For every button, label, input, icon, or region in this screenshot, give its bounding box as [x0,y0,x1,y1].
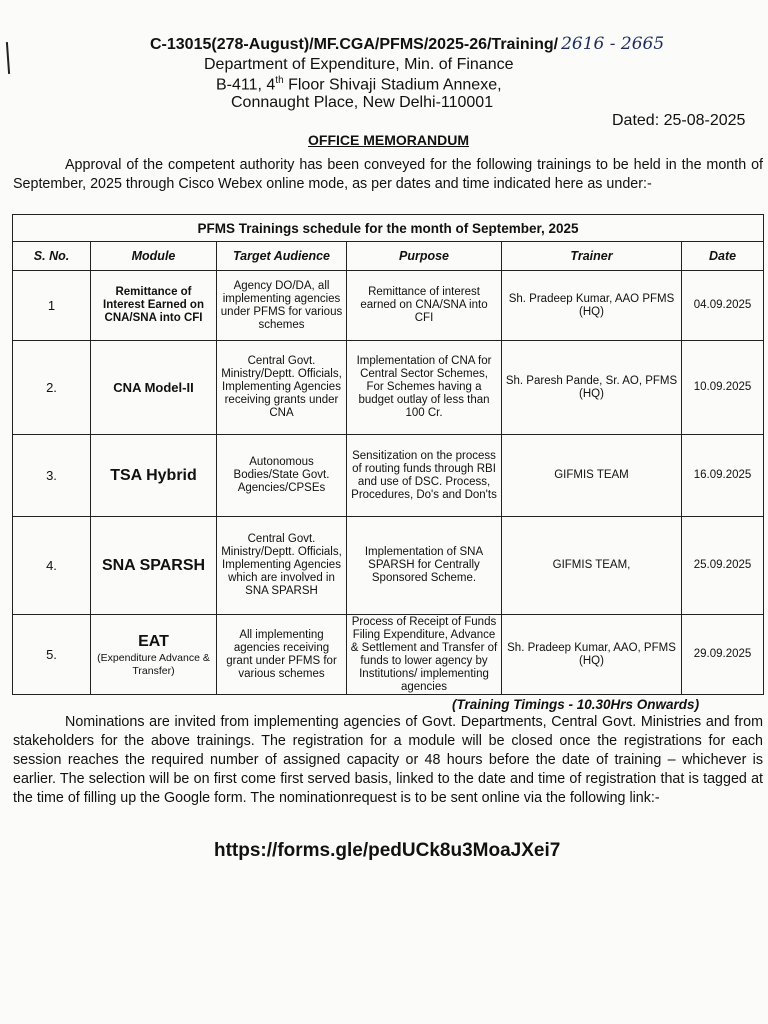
row-date: 10.09.2025 [682,341,764,435]
row-module [91,615,217,695]
row-purpose: Sensitization on the process of routing funds through RBI and use of DSC. Process, Procedures, Do's and Don'ts [347,435,502,517]
row-date: 16.09.2025 [682,435,764,517]
registration-form-link[interactable]: https://forms.gle/pedUCk8u3MoaJXei7 [214,840,561,861]
row-audience: All implementing agencies receiving grant under PFMS for various schemes [217,615,347,695]
address-building: Floor Shivaji Stadium Annexe, [283,76,502,94]
header-sno: S. No. [13,242,91,271]
table-row [13,341,764,435]
row-trainer: Sh. Pradeep Kumar, AAO PFMS (HQ) [502,271,682,341]
department-name: Department of Expenditure, Min. of Finance [204,56,514,73]
file-reference [150,34,664,54]
header-trainer: Trainer [502,242,682,271]
header-date: Date [682,242,764,271]
row-module-title: EAT [138,632,169,650]
row-audience: Central Govt. Ministry/Deptt. Officials, Implementing Agencies which are involved in SNA SPARSH [217,517,347,615]
row-audience: Agency DO/DA, all implementing agencies under PFMS for various schemes [217,271,347,341]
row-module: SNA SPARSH [91,517,217,615]
address-floor: B-411, 4 [216,76,276,94]
training-timing-note: (Training Timings - 10.30Hrs Onwards) [452,697,700,712]
handwritten-dispatch-number: 2616 - 2665 [561,34,665,54]
row-trainer: GIFMIS TEAM, [502,517,682,615]
training-schedule-table [12,214,764,695]
nominations-text: Nominations are invited from implementing agencies of Govt. Departments, Central Govt. Ministries and from stakeholders for the above trainings. The registration for a module will be closed once the registrations for each session reaches the required number of assigned capacity or 48 hours before the date of training – whichever is earlier. The selection will be on first come first served basis, linked to the date and time of registration that is tagged at the time of filling up the Google form. The nominationrequest is to be sent online via the following link:- [13,714,763,806]
row-module: TSA Hybrid [91,435,217,517]
header-purpose: Purpose [347,242,502,271]
row-audience: Central Govt. Ministry/Deptt. Officials, Implementing Agencies receiving grants under CNA [217,341,347,435]
row-date: 04.09.2025 [682,271,764,341]
row-module: Remittance of Interest Earned on CNA/SNA into CFI [91,271,217,341]
office-city: Connaught Place, New Delhi-110001 [231,94,494,111]
row-trainer: Sh. Paresh Pande, Sr. AO, PFMS (HQ) [502,341,682,435]
memo-date: Dated: 25-08-2025 [612,112,746,129]
row-purpose: Remittance of interest earned on CNA/SNA into CFI [347,271,502,341]
table-row [13,517,764,615]
row-audience: Autonomous Bodies/State Govt. Agencies/CPSEs [217,435,347,517]
office-address [216,75,502,94]
row-sno: 1 [13,271,91,341]
header-module: Module [91,242,217,271]
row-purpose: Implementation of CNA for Central Sector Schemes, For Schemes having a budget outlay of less than 100 Cr. [347,341,502,435]
row-sno: 2. [13,341,91,435]
row-purpose: Process of Receipt of Funds Filing Expenditure, Advance & Settlement and Transfer of funds to lower agency by Institutions/ implementing agencies [347,615,502,695]
row-date: 29.09.2025 [682,615,764,695]
margin-pen-mark [6,42,10,74]
row-trainer: GIFMIS TEAM [502,435,682,517]
table-row [13,435,764,517]
row-purpose: Implementation of SNA SPARSH for Centrally Sponsored Scheme. [347,517,502,615]
row-module-subtitle: (Expenditure Advance & Transfer) [97,651,210,677]
nominations-paragraph [13,713,763,808]
row-sno: 5. [13,615,91,695]
table-row [13,271,764,341]
memo-title: OFFICE MEMORANDUM [308,132,469,148]
table-row [13,615,764,695]
row-date: 25.09.2025 [682,517,764,615]
row-sno: 3. [13,435,91,517]
intro-paragraph [13,156,763,194]
row-module: CNA Model-II [91,341,217,435]
table-caption: PFMS Trainings schedule for the month of September, 2025 [13,215,764,242]
row-sno: 4. [13,517,91,615]
row-trainer: Sh. Pradeep Kumar, AAO, PFMS (HQ) [502,615,682,695]
file-reference-number: C-13015(278-August)/MF.CGA/PFMS/2025-26/Training/ [150,36,559,53]
address-superscript: th [275,75,284,86]
intro-text: Approval of the competent authority has been conveyed for the following trainings to be held in the month of September, 2025 through Cisco Webex online mode, as per dates and time indicated here as under:- [13,157,763,192]
header-target-audience: Target Audience [217,242,347,271]
